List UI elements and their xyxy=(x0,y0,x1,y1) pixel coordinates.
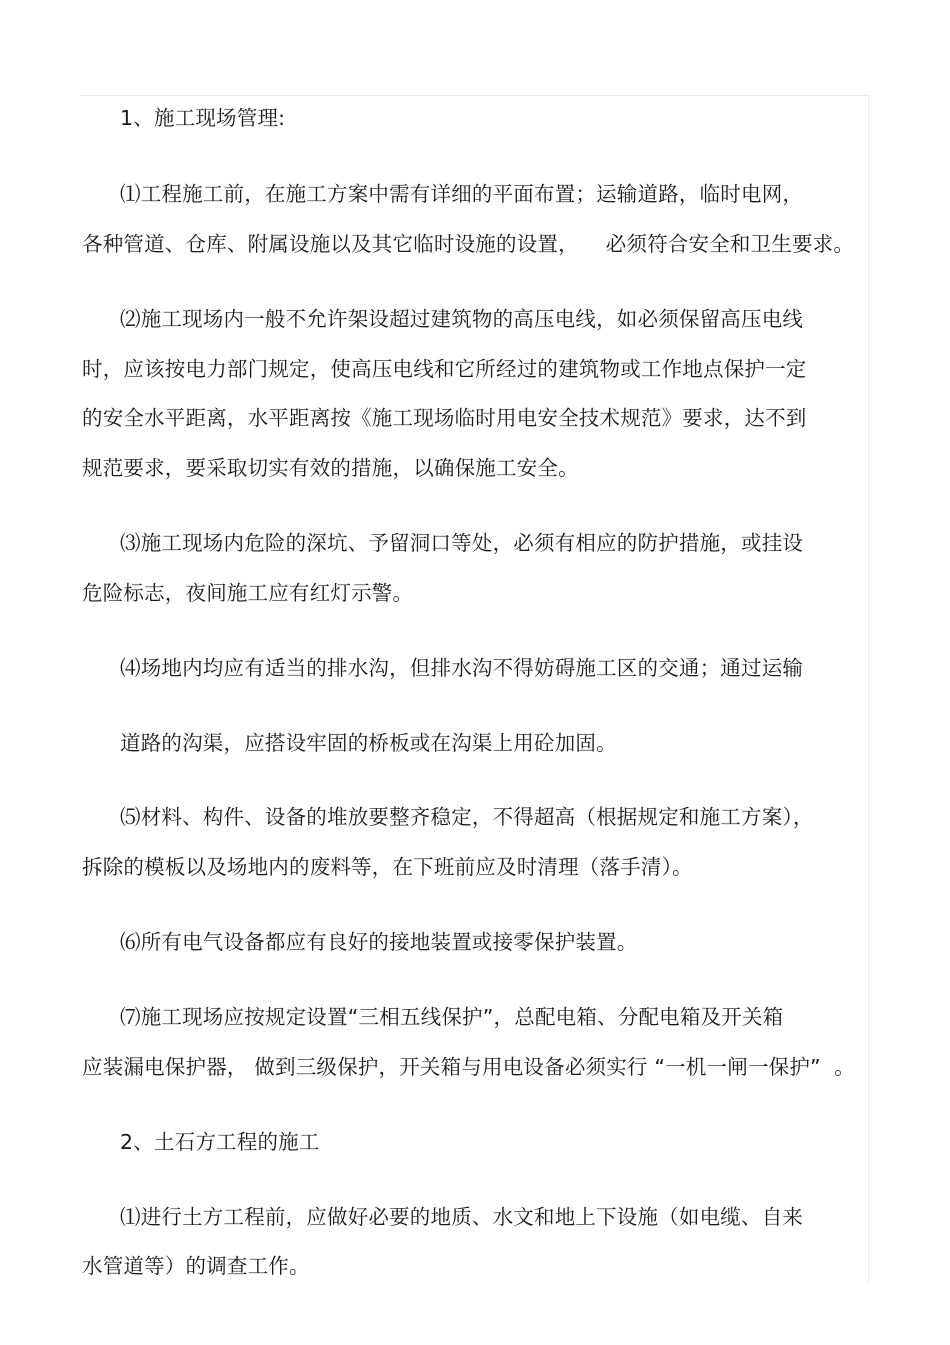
paragraph-line: ⑷场地内均应有适当的排水沟，但排水沟不得妨碍施工区的交通；通过运输 xyxy=(120,656,804,680)
paragraph-line: 规范要求，要采取切实有效的措施，以确保施工安全。 xyxy=(82,456,579,480)
section-heading-2: 2、土石方工程的施工 xyxy=(120,1130,320,1154)
paragraph-line: 水管道等）的调查工作。 xyxy=(82,1254,310,1278)
right-border xyxy=(868,95,869,1285)
paragraph-line: 应装漏电保护器， 做到三级保护，开关箱与用电设备必须实行 “一机一闸一保护” 。 xyxy=(82,1055,856,1079)
paragraph-line: 的安全水平距离，水平距离按《施工现场临时用电安全技术规范》要求，达不到 xyxy=(82,406,807,430)
section-heading-1: 1、施工现场管理: xyxy=(120,106,286,130)
paragraph-line: 时，应该按电力部门规定，使高压电线和它所经过的建筑物或工作地点保护一定 xyxy=(82,357,807,381)
paragraph-line: 各种管道、仓库、附属设施以及其它临时设施的设置， 必须符合安全和卫生要求。 xyxy=(82,232,855,256)
paragraph-line: ⑸材料、构件、设备的堆放要整齐稳定，不得超高（根据规定和施工方案）， xyxy=(120,805,814,829)
paragraph-line: ⑹所有电气设备都应有良好的接地装置或接零保护装置。 xyxy=(120,930,638,954)
paragraph-line: ⑴工程施工前，在施工方案中需有详细的平面布置；运输道路，临时电网， xyxy=(120,182,804,206)
paragraph-line: 道路的沟渠，应搭设牢固的桥板或在沟渠上用砼加固。 xyxy=(120,731,617,755)
paragraph-line: 拆除的模板以及场地内的废料等，在下班前应及时清理（落手清）。 xyxy=(82,855,693,879)
paragraph-line: ⑴进行土方工程前，应做好必要的地质、水文和地上下设施（如电缆、自来 xyxy=(120,1205,804,1229)
paragraph-line: 危险标志，夜间施工应有红灯示警。 xyxy=(82,581,414,605)
top-border xyxy=(80,95,870,96)
paragraph-line: ⑺施工现场应按规定设置“三相五线保护”，总配电箱、分配电箱及开关箱 xyxy=(120,1005,784,1029)
paragraph-line: ⑵施工现场内一般不允许架设超过建筑物的高压电线，如必须保留高压电线 xyxy=(120,307,804,331)
paragraph-line: ⑶施工现场内危险的深坑、予留洞口等处，必须有相应的防护措施，或挂设 xyxy=(120,531,804,555)
